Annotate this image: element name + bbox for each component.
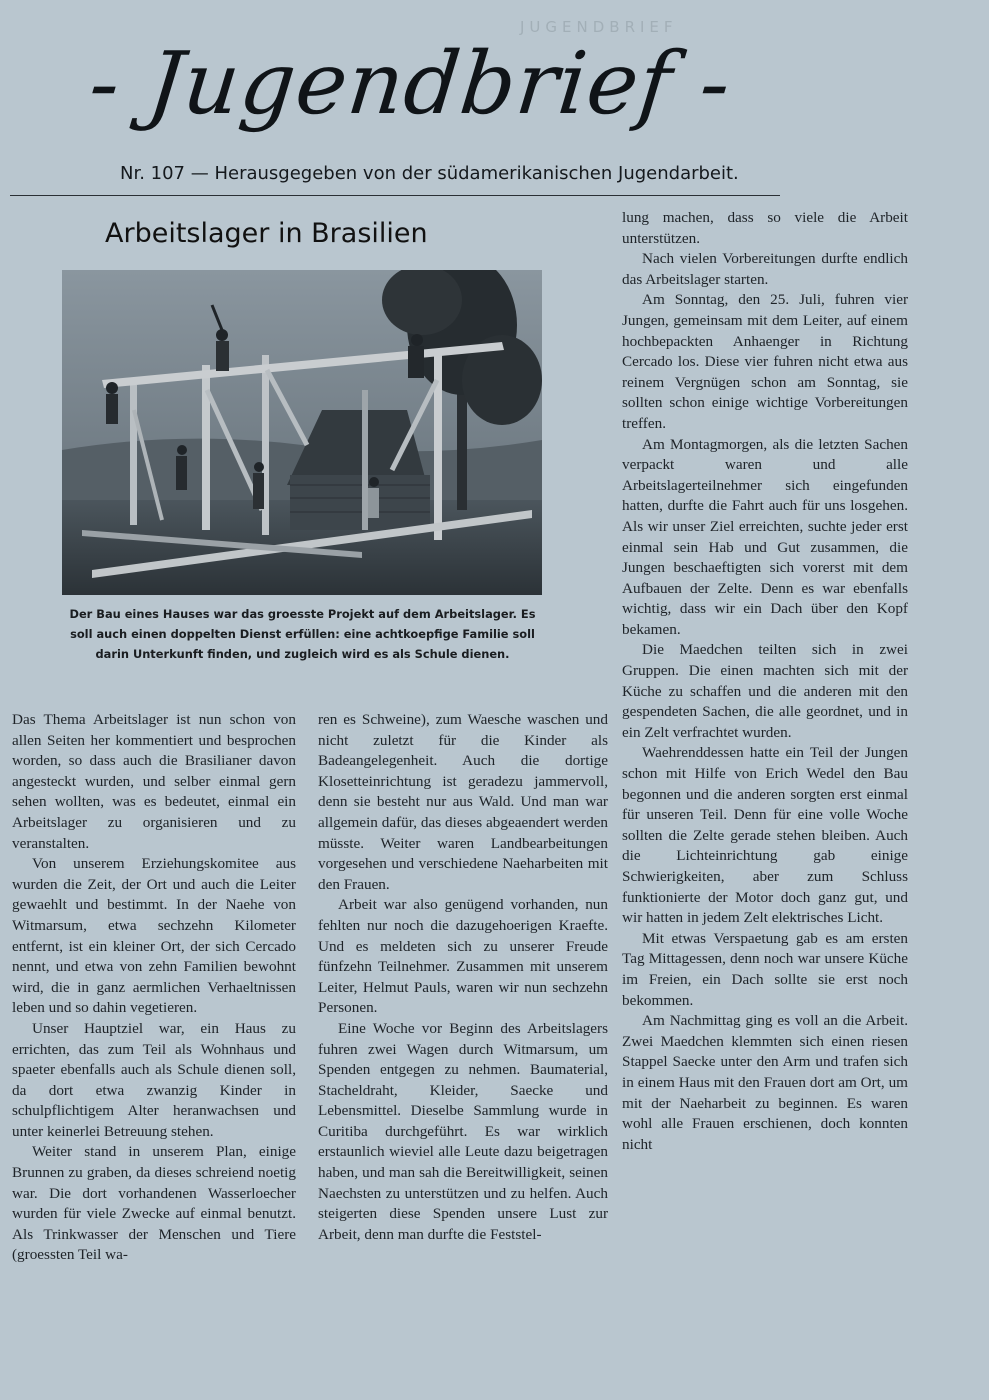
paragraph: Am Sonntag, den 25. Juli, fuhren vier Jungen, gemeinsam mit dem Leiter, auf einem hochbepackten Anhaenger in Richtung Cercado los. Diese vier fuhren nicht etwa aus reinem Vergnügen schon am Sonntag, sie sollten schon einige wichtige Vorbereitungen treffen. xyxy=(622,291,908,432)
masthead-rule xyxy=(10,195,780,196)
paragraph: Das Thema Arbeitslager ist nun schon von allen Seiten her kommentiert und besprochen worden, so dass auch die Brasilianer davon angesteckt wurden, und selber einmal gern sehen wollten, was es bedeutet, einmal ein Arbeitslager zu organisieren und zu veranstalten. xyxy=(12,711,296,852)
paragraph: Die Maedchen teilten sich in zwei Gruppen. Die einen machten sich mit der Küche zu schaffen und die anderen mit den gespendeten Sachen, die alle geordnet, und in ein Zelt verfrachtet wurden. xyxy=(622,641,908,741)
paragraph: Von unserem Erziehungskomitee aus wurden die Zeit, der Ort und auch die Leiter gewaehlt und bestimmt. In der Naehe von Witmarsum, etwa sechzehn Kilometer entfernt, ist ein kleiner Ort, der sich Cercado nennt, und etwa von zehn Familien bewohnt wird, die in ganz aermlichen Verhaeltnissen leben und so dahin vegetieren. xyxy=(12,855,296,1017)
paragraph: Eine Woche vor Beginn des Arbeitslagers fuhren zwei Wagen durch Witmarsum, um Spenden entgegen zu nehmen. Baumaterial, Stacheldraht, Kleider, Saecke und Lebensmittel. Dieselbe Sammlung wurde in Curitiba durchgeführt. Es war wirklich erstaunlich wieviel alle Leute dazu beigetragen haben, und man sah die Bereitwilligkeit, seinen Naechsten zu unterstützen und zu helfen. Auch steigerten diese Spenden unsere Lust zur Arbeit, denn man durfte die Feststel- xyxy=(318,1019,608,1243)
paragraph: Waehrenddessen hatte ein Teil der Jungen schon mit Hilfe von Erich Wedel den Bau begonnen und die anderen sorgten erst einmal für unseren Teil. Denn für eine volle Woche sollten die Zelte gerade stehen bleiben. Auch die Lichteinrichtung gab einige Schwierigkeiten, aber zum Schluss funktionierte der Motor doch ganz gut, und wir hatten in jedem Zelt elektrisches Licht. xyxy=(622,744,908,927)
article-headline: Arbeitslager in Brasilien xyxy=(105,218,428,249)
article-column-2 xyxy=(318,710,608,1245)
construction-photo-image xyxy=(62,270,542,595)
paragraph: Mit etwas Verspaetung gab es am ersten Tag Mittagessen, denn noch war unsere Küche im Freien, ein Dach sollte sie erst noch bekommen. xyxy=(622,929,908,1009)
masthead xyxy=(40,14,940,164)
photo-caption: Der Bau eines Hauses war das groesste Projekt auf dem Arbeitslager. Es soll auch einen doppelten Dienst erfüllen: eine achtkoepfige Familie soll darin Unterkunft finden, und zugleich wird es als Schule dienen. xyxy=(69,607,536,661)
masthead-subtitle: Nr. 107 — Herausgegeben von der südamerikanischen Jugendarbeit. xyxy=(120,163,739,184)
paragraph: Am Montagmorgen, als die letzten Sachen verpackt waren und alle Arbeitslagerteilnehmer sich eingefunden hatten, durfte die Fahrt auch für uns losgehen. Als wir unser Ziel erreichten, suchte jeder erst einmal sein Hab und Gut zusammen, die Jungen beschaeftigten sich vorerst mit dem Aufbauen der Zelte. Denn es war ebenfalls wichtig, dass wir ein Dach über den Kopf bekamen. xyxy=(622,435,908,638)
paragraph: ren es Schweine), zum Waesche waschen und nicht zuletzt für die Kinder als Badeangelegenheit. Auch die dortige Klosetteinrichtung ist geradezu jammervoll, denn sie besteht nur aus Wald. Und man war allgemein dafür, das dieses abgeaendert werden müsste. Weiter waren Landbearbeitungen vorgesehen und verschiedene Naeharbeiten mit den Frauen. xyxy=(318,711,608,893)
paragraph: Weiter stand in unserem Plan, einige Brunnen zu graben, da dieses schreiend noetig war. Die dort vorhandenen Wasserloecher wurden für viele Zwecke auf einmal benutzt. Als Trinkwasser der Menschen und Tiere (groessten Teil wa- xyxy=(12,1143,296,1264)
article-column-3 xyxy=(622,208,908,1155)
article-column-1 xyxy=(12,710,296,1266)
construction-photo xyxy=(62,270,542,595)
paragraph: Nach vielen Vorbereitungen durfte endlich das Arbeitslager starten. xyxy=(622,250,908,288)
paragraph: Unser Hauptziel war, ein Haus zu errichten, das zum Teil als Wohnhaus und spaeter ebenfalls auch als Schule dienen soll, da dort etwa zwanzig Kinder in schulpflichtigem Alter heranwachsen und unter keinerlei Betreuung stehen. xyxy=(12,1019,296,1140)
bleed-through-header: JUGENDBRIEF xyxy=(520,18,678,36)
masthead-title: - Jugendbrief - xyxy=(84,34,736,134)
paragraph: lung machen, dass so viele die Arbeit unterstützen. xyxy=(622,209,908,247)
paragraph: Arbeit war also genügend vorhanden, nun fehlten nur noch die dazugehoerigen Kraefte. Und es meldeten sich zu unserer Freude fünfzehn Teilnehmer. Zusammen mit unserem Leiter, Helmut Pauls, waren wir nun sechzehn Personen. xyxy=(318,896,608,1017)
paragraph: Am Nachmittag ging es voll an die Arbeit. Zwei Maedchen klemmten sich einen riesen Stappel Saecke unter den Arm und trafen sich in einem Haus mit den Frauen dort am Ort, um mit der Naeharbeit zu beginnen. Es waren wohl alle Frauen erschienen, doch konnten nicht xyxy=(622,1012,908,1153)
